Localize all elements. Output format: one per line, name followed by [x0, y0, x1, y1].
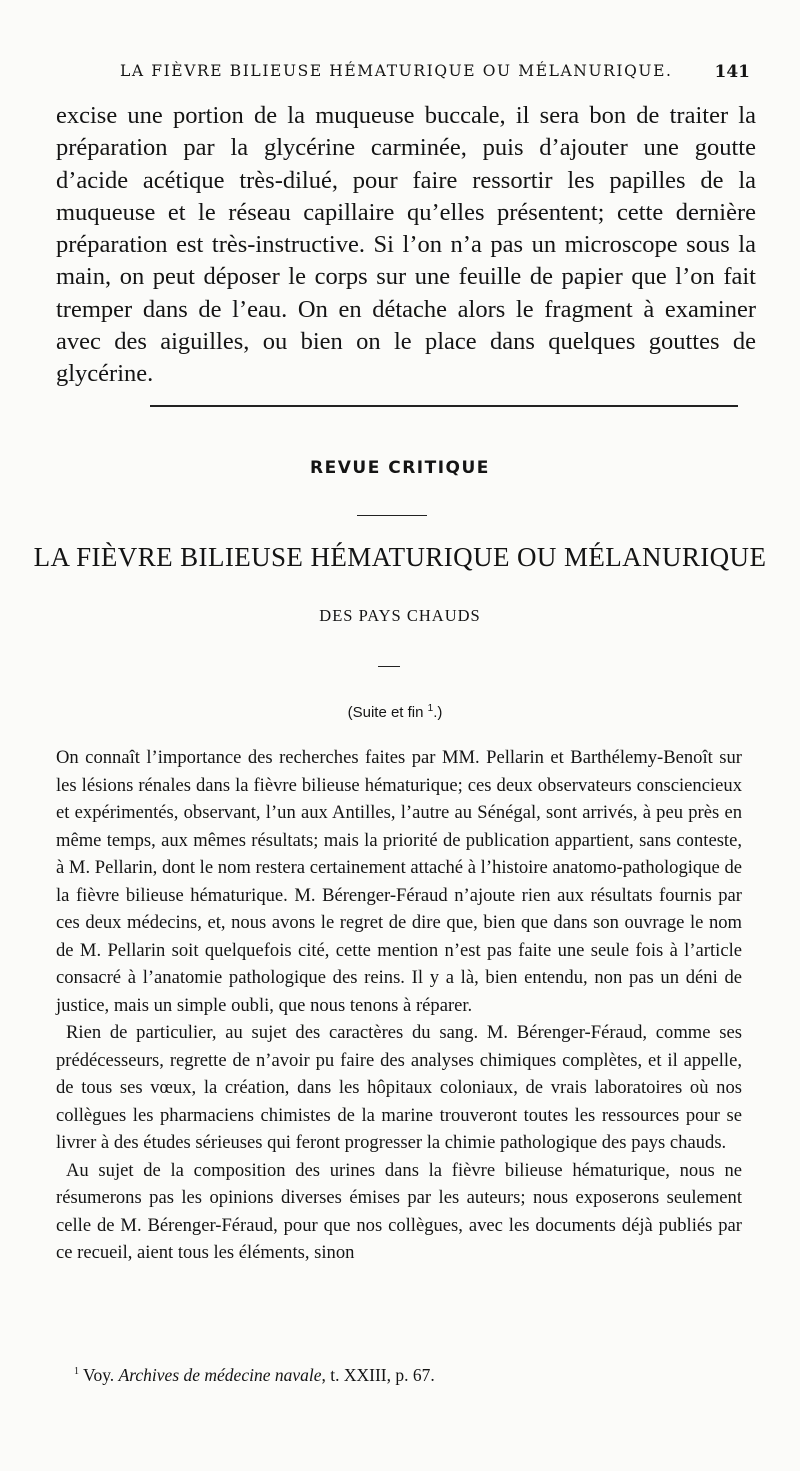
paragraph: On connaît l’importance des recherches faites par MM. Pellarin et Barthélemy-Benoît sur les lésions rénales dans la fièvre bilieuse hématurique; ces deux observateurs consciencieux et expérimentés, observant, l’un aux Antilles, l’autre au Sénégal, sont arrivés, à peu près en même temps, aux mêmes résultats; mais la priorité de publication appartient, sans conteste, à M. Pellarin, dont le nom restera certainement attaché à l’histoire anatomo-pathologique de la fièvre bilieuse hématurique. M. Bérenger-Féraud n’ajoute rien aux résultats fournis par ces deux médecins, et, nous avons le regret de dire que, bien que dans son ouvrage le nom de M. Pellarin soit quelquefois cité, cette mention n’est pas faite une seule fois à l’article consacré à l’anatomie pathologique des reins. Il y a là, bien entendu, non pas un déni de justice, mais un simple oubli, que nous tenons à réparer.	[56, 747, 742, 1016]
paragraph: Au sujet de la composition des urines dans la fièvre bilieuse hématurique, nous ne résumerons pas les opinions diverses émises par les auteurs; nous exposerons seulement celle de M. Bérenger-Féraud, pour que nos collègues, avec les documents déjà publiés par ce recueil, aient tous les éléments, sinon	[56, 1159, 742, 1263]
footnote-journal: Archives de médecine navale	[118, 1365, 322, 1385]
running-head	[120, 62, 750, 80]
article-body	[56, 744, 742, 1267]
heading-rule	[357, 515, 427, 516]
footnote-mark: 1	[74, 1366, 79, 1378]
page-number: 141	[714, 62, 750, 82]
suite-text: (Suite et fin	[347, 704, 428, 721]
article-subtitle: DES PAYS CHAUDS	[319, 606, 481, 625]
running-head-title: LA FIÈVRE BILIEUSE HÉMATURIQUE OU MÉLANURIQUE.	[120, 62, 673, 80]
footnote	[74, 1365, 724, 1386]
suite-note	[0, 703, 790, 721]
footnote-suffix: , t. XXIII, p. 67.	[321, 1365, 435, 1385]
footnote-prefix: Voy.	[79, 1365, 119, 1385]
suite-close: .)	[433, 704, 443, 721]
footnote-ref: 1	[427, 703, 434, 714]
continuation-paragraph: excise une portion de la muqueuse buccale, il sera bon de traiter la préparation par la glycérine carminée, puis d’ajouter une goutte d’acide acétique très-dilué, pour faire ressortir les papilles de la muqueuse et le réseau capillaire qu’elles présentent; cette dernière préparation est très-instructive. Si l’on n’a pas un microscope sous la main, on peut déposer le corps sur une feuille de papier que l’on fait tremper dans de l’eau. On en détache alors le fragment à examiner avec des aiguilles, ou bien on le place dans quelques gouttes de glycérine.	[56, 102, 756, 388]
article-title: LA FIÈVRE BILIEUSE HÉMATURIQUE OU MÉLANURIQUE	[33, 542, 767, 572]
section-heading: REVUE CRITIQUE	[310, 458, 490, 478]
title-dash	[378, 666, 400, 667]
paragraph: Rien de particulier, au sujet des caractères du sang. M. Bérenger-Féraud, comme ses prédécesseurs, regrette de n’avoir pu faire des analyses chimiques complètes, et il appelle, de tous ses vœux, la création, dans les hôpitaux coloniaux, de vrais laboratoires où nos collègues les pharmaciens chimistes de la marine trouveront toutes les ressources pour se livrer à des études sérieuses qui feront progresser la chimie pathologique des pays chauds.	[56, 1022, 742, 1153]
section-divider	[150, 405, 738, 407]
